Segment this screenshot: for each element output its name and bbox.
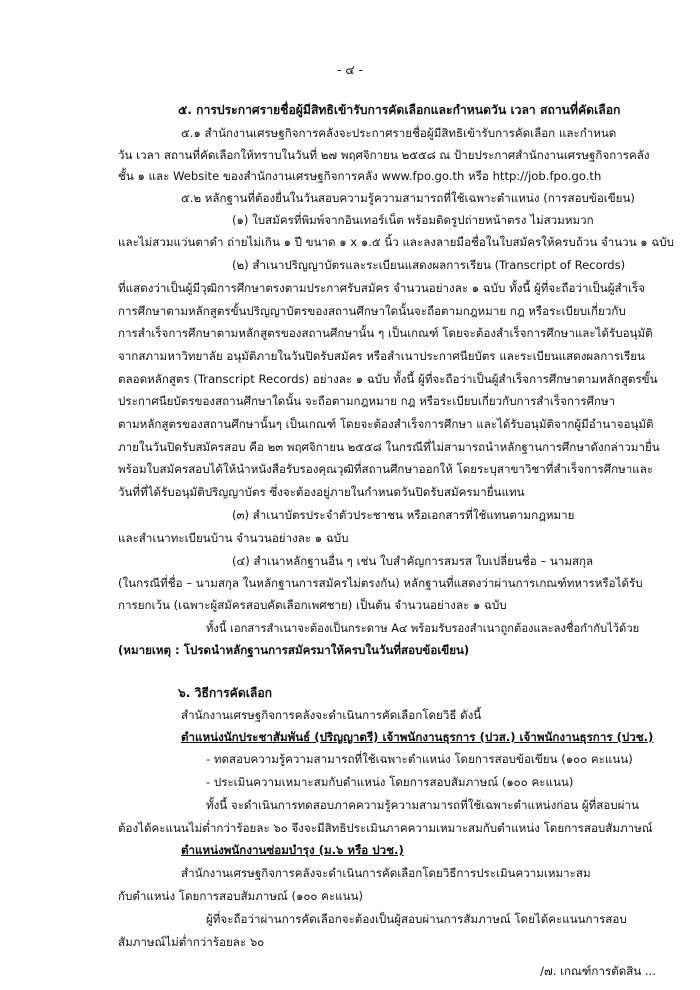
document-item-2-line: การศึกษาตามหลักสูตรขั้นปริญญาบัตรของสถานศึกษาใดนั้นจะถือตามกฎหมาย กฎ หรือระเบียบเกี่ยวกับ [118, 304, 626, 318]
section-6-intro: สำนักงานเศรษฐกิจการคลังจะดำเนินการคัดเลือกโดยวิธี ดังนี้ [181, 708, 482, 722]
document-item-2-line: วันที่ที่ได้รับอนุมัติปริญญาบัตร ซึ่งจะต้องอยู่ภายในกำหนดวันปิดรับสมัครมายื่นแทน [118, 485, 525, 499]
section-5-1-line: ๕.๑ สำนักงานเศรษฐกิจการคลังจะประกาศรายชื่อผู้มีสิทธิเข้ารับการคัดเลือก และกำหนด [181, 126, 617, 140]
group-2-text-line: กับตำแหน่ง โดยการสอบสัมภาษณ์ (๑๐๐ คะแนน) [118, 889, 364, 903]
document-item-2-line: ประกาศนียบัตรของสถานศึกษาใดนั้น จะถือตามกฎหมาย กฎ หรือระเบียบเกี่ยวกับการสำเร็จการศึกษา [118, 394, 616, 408]
copy-paper-note: ทั้งนี้ เอกสารสำเนาจะต้องเป็นกระดาษ A๔ พร้อมรับรองสำเนาถูกต้องและลงชื่อกำกับไว้ด้วย [206, 622, 640, 635]
pass-criteria-line: ผู้ที่จะถือว่าผ่านการคัดเลือกจะต้องเป็นผู้สอบผ่านการสัมภาษณ์ โดยได้คะแนนการสอบ [206, 912, 627, 926]
pass-criteria-line: สัมภาษณ์ไม่ต่ำกว่าร้อยละ ๖๐ [118, 935, 265, 949]
document-item-1-line: และไม่สวมแว่นตาดำ ถ่ายไม่เกิน ๑ ปี ขนาด ๑ x ๑.๕ นิ้ว และลงลายมือชื่อในใบสมัครให้ครบถ้วน จำนวน ๑ ฉบับ [118, 235, 674, 249]
section-5-heading: ๕. การประกาศรายชื่อผู้มีสิทธิเข้ารับการคัดเลือกและกำหนดวัน เวลา สถานที่คัดเลือก [178, 103, 621, 117]
document-item-2-line: จากสภามหาวิทยาลัย อนุมัติภายในวันปิดรับสมัคร หรือสำเนาประกาศนียบัตร และระเบียนแสดงผลการเรียน [118, 349, 645, 363]
page-number: - ๔ - [336, 63, 364, 77]
document-item-2-line: ที่แสดงว่าเป็นผู้มีวุฒิการศึกษาตรงตามประกาศรับสมัคร จำนวนอย่างละ ๑ ฉบับ ทั้งนี้ ผู้ที่จะถือว่าเป็นผู้สำเร็จ [118, 281, 646, 295]
group-1-position-title: ตำแหน่งนักประชาสัมพันธ์ (ปริญญาตรี) เจ้าพนักงานธุรการ (ปวส.) เจ้าพนักงานธุรการ (ปวช.) [181, 730, 654, 744]
document-item-4-line: (๔) สำเนาหลักฐานอื่น ๆ เช่น ใบสำคัญการสมรส ใบเปลี่ยนชื่อ – นามสกุล [232, 554, 594, 568]
document-item-2-line: (๒) สำเนาปริญญาบัตรและระเบียนแสดงผลการเรียน (Transcript of Records) [232, 258, 626, 272]
document-item-4-line: การยกเว้น (เฉพาะผู้สมัครสอบคัดเลือกเพศชาย) เป็นต้น จำนวนอย่างละ ๑ ฉบับ [118, 598, 507, 612]
document-item-2-line: ตามหลักสูตรของสถานศึกษานั้นๆ เป็นเกณฑ์ โดยจะต้องสำเร็จการศึกษา และได้รับอนุมัติจากผู้มีอำนาจอนุมัติ [118, 417, 654, 431]
group-1-note-line: ทั้งนี้ จะดำเนินการทดสอบภาคความรู้ความสามารถที่ใช้เฉพาะตำแหน่งก่อน ผู้ที่สอบผ่าน [206, 798, 639, 812]
section-6-heading: ๖. วิธีการคัดเลือก [178, 686, 273, 700]
document-item-3-line: และสำเนาทะเบียนบ้าน จำนวนอย่างละ ๑ ฉบับ [118, 531, 349, 545]
group-2-text-line: สำนักงานเศรษฐกิจการคลังจะดำเนินการคัดเลือกโดยวิธีการประเมินความเหมาะสม [181, 866, 591, 880]
section-5-1-line: วัน เวลา สถานที่คัดเลือกให้ทราบในวันที่ ๒๗ พฤศจิกายน ๒๕๕๘ ณ ป้ายประกาศสำนักงานเศรษฐกิจการคลัง [118, 148, 650, 162]
document-item-2-line: ภายในวันปิดรับสมัครสอบ คือ ๒๓ พฤศจิกายน ๒๕๕๘ ในกรณีที่ไม่สามารถนำหลักฐานการศึกษาดังกล่าวมายื่น [118, 440, 660, 454]
next-page-reference: /๗. เกณฑ์การตัดสิน ... [540, 964, 656, 978]
document-item-4-line: (ในกรณีที่ชื่อ – นามสกุล ในหลักฐานการสมัครไม่ตรงกัน) หลักฐานที่แสดงว่าผ่านการเกณฑ์ทหารหรือได้รับ [118, 576, 643, 590]
selection-method-bullet: - ประเมินความเหมาะสมกับตำแหน่ง โดยการสอบสัมภาษณ์ (๑๐๐ คะแนน) [206, 775, 574, 789]
document-item-1-line: (๑) ใบสมัครที่พิมพ์จากอินเทอร์เน็ต พร้อมติดรูปถ่ายหน้าตรง ไม่สวมหมวก [232, 213, 594, 227]
remark-note: (หมายเหตุ : โปรดนำหลักฐานการสมัครมาให้ครบในวันที่สอบข้อเขียน) [118, 643, 470, 657]
document-item-2-line: ตลอดหลักสูตร (Transcript Records) อย่างละ ๑ ฉบับ ทั้งนี้ ผู้ที่จะถือว่าเป็นผู้สำเร็จการศึกษาตามหลักสูตรขั้น [118, 372, 658, 386]
group-2-position-title: ตำแหน่งพนักงานซ่อมบำรุง (ม.๖ หรือ ปวช.) [181, 843, 404, 857]
selection-method-bullet: - ทดสอบความรู้ความสามารถที่ใช้เฉพาะตำแหน่ง โดยการสอบข้อเขียน (๑๐๐ คะแนน) [206, 752, 633, 766]
document-item-3-line: (๓) สำเนาบัตรประจำตัวประชาชน หรือเอกสารที่ใช้แทนตามกฎหมาย [232, 508, 575, 522]
document-item-2-line: พร้อมใบสมัครสอบได้ให้นำหนังสือรับรองคุณวุฒิที่สถานศึกษาออกให้ โดยระบุสาขาวิชาที่สำเร็จการศึกษาและ [118, 462, 654, 476]
group-1-note-line: ต้องได้คะแนนไม่ต่ำกว่าร้อยละ ๖๐ จึงจะมีสิทธิประเมินภาคความเหมาะสมกับตำแหน่ง โดยการสอบสัมภาษณ์ [118, 821, 653, 835]
section-5-2-heading: ๕.๒ หลักฐานที่ต้องยื่นในวันสอบความรู้ความสามารถที่ใช้เฉพาะตำแหน่ง (การสอบข้อเขียน) [181, 191, 635, 205]
section-5-1-line: ชั้น ๑ และ Website ของสำนักงานเศรษฐกิจการคลัง www.fpo.go.th หรือ http://job.fpo.go.th [118, 169, 602, 183]
document-item-2-line: การสำเร็จการศึกษาตามหลักสูตรของสถานศึกษานั้น ๆ เป็นเกณฑ์ โดยจะต้องสำเร็จการศึกษาและได้รับอนุมัติ [118, 326, 653, 340]
